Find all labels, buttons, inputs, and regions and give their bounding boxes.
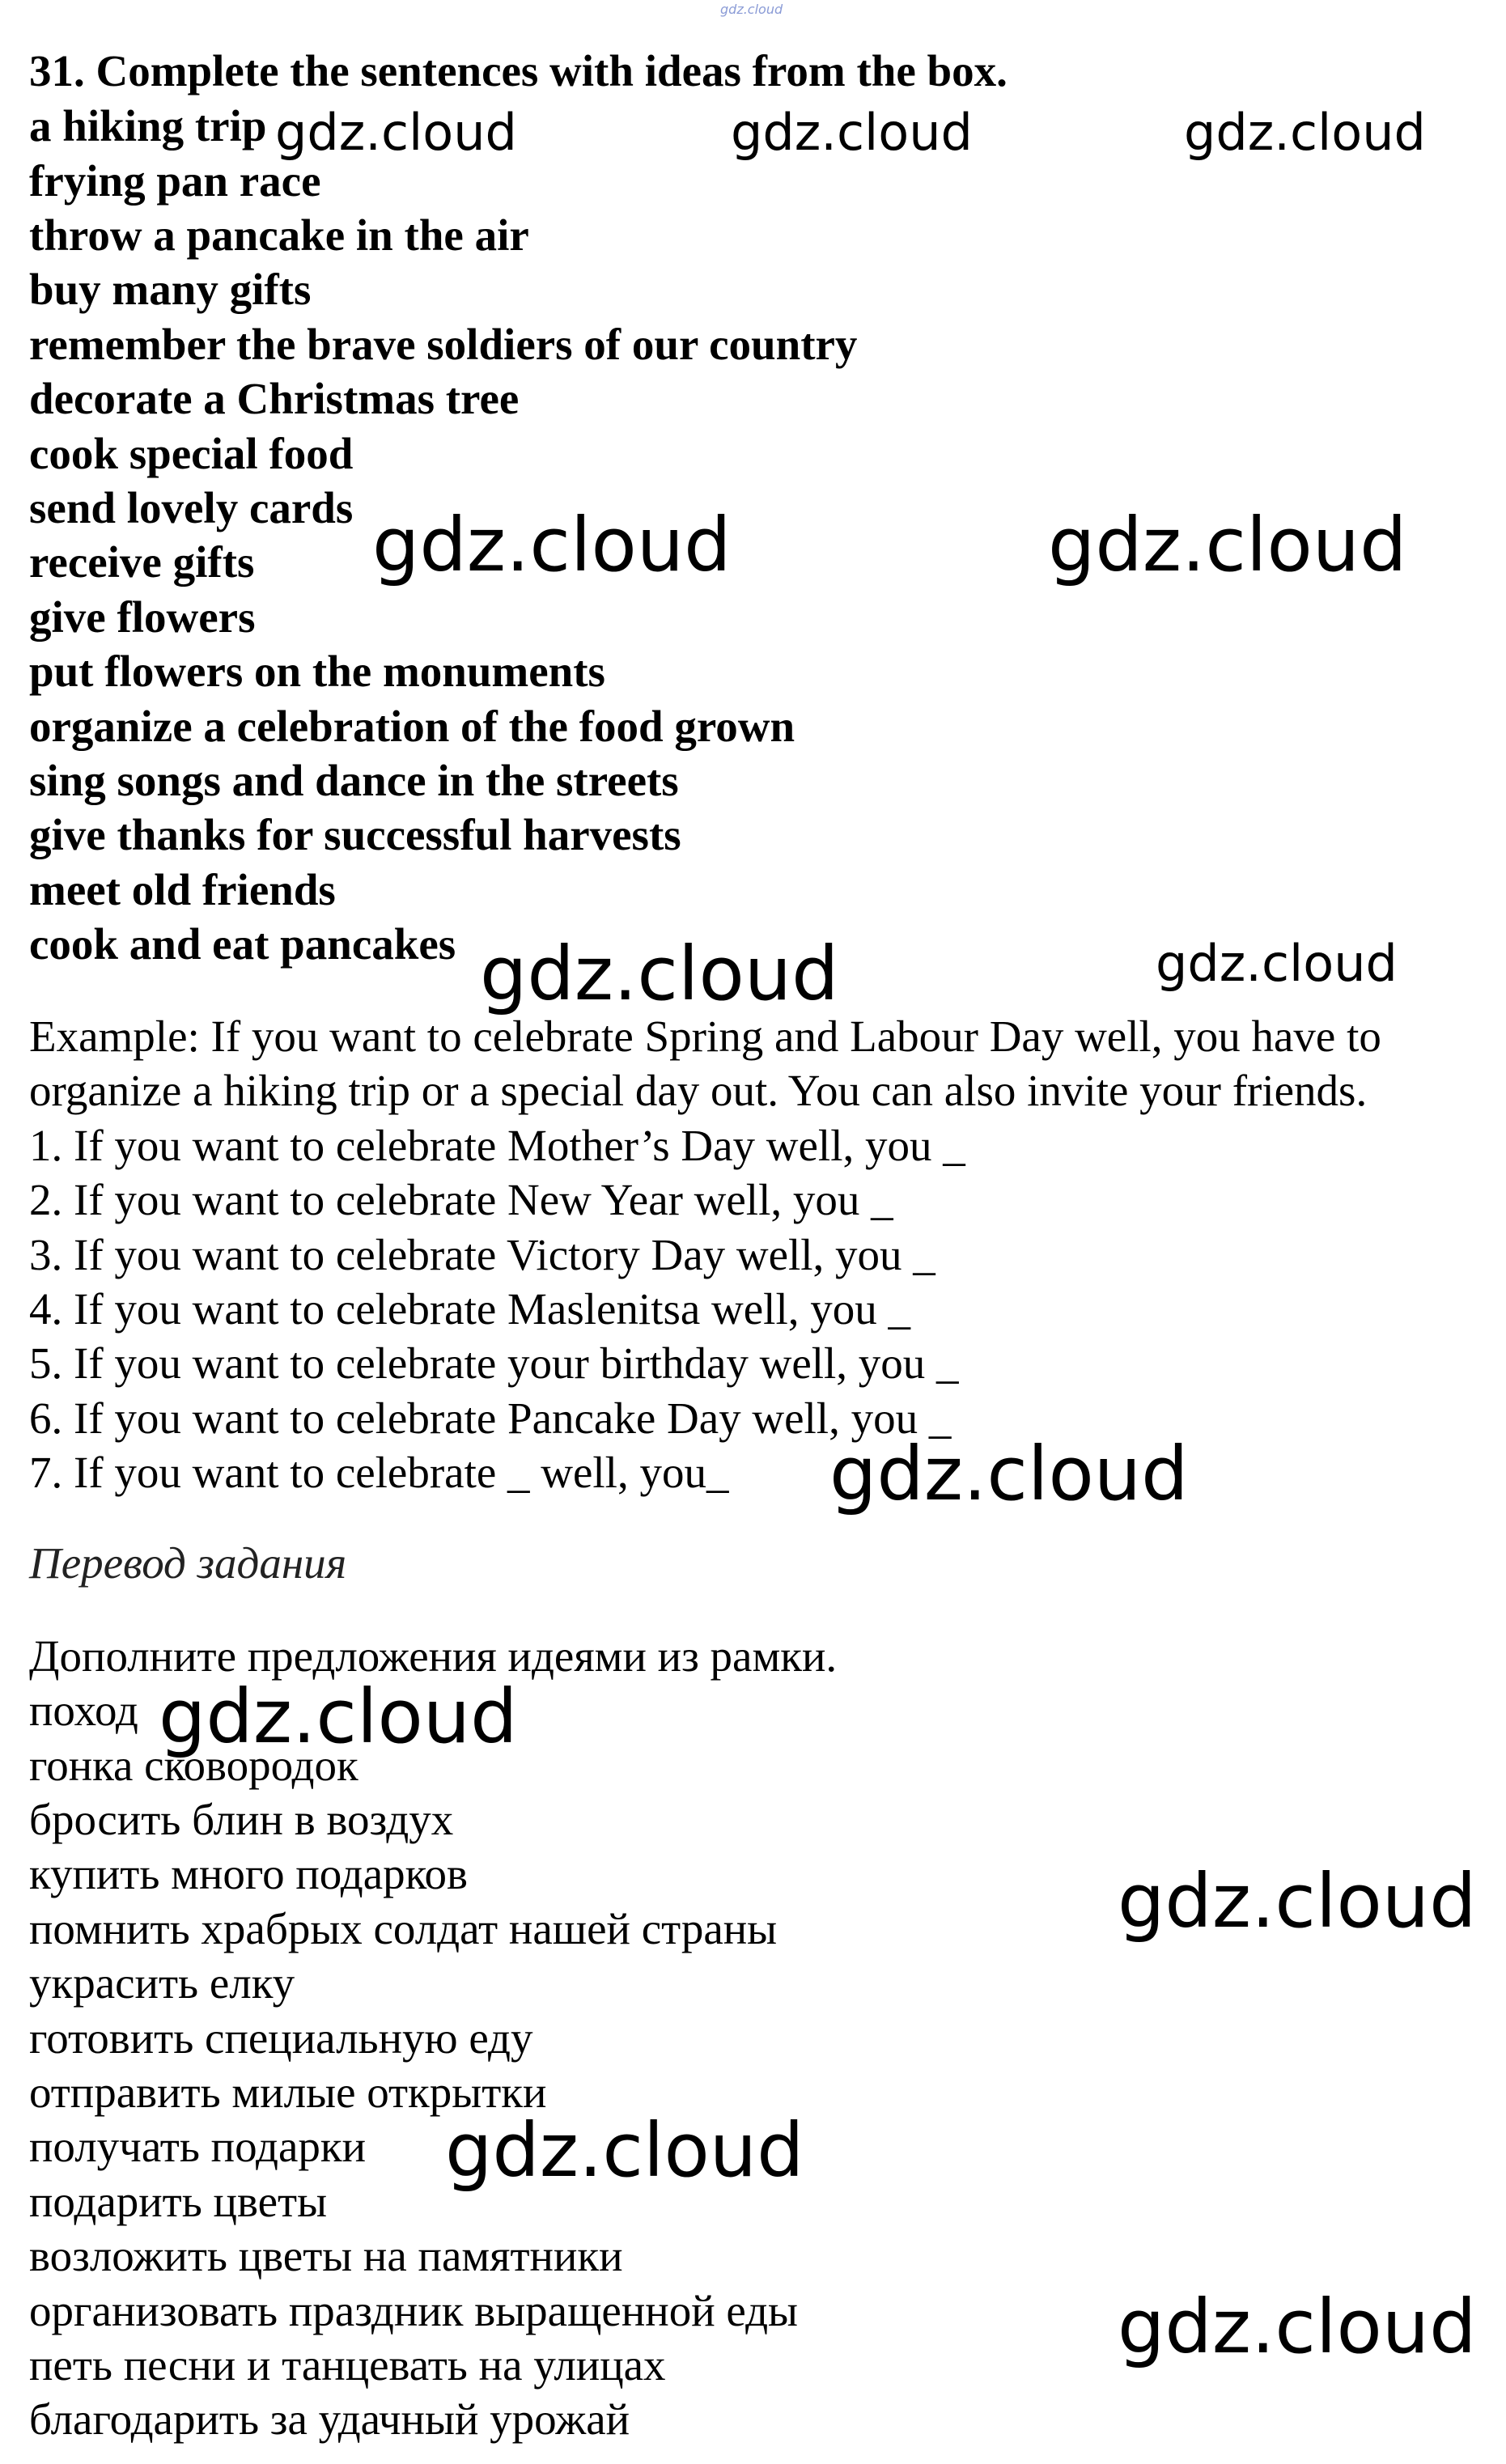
translation-item: украсить елку xyxy=(29,1958,295,2008)
watermark: gdz.cloud xyxy=(372,502,732,588)
sentence-item: 6. If you want to celebrate Pancake Day well, you _ xyxy=(29,1393,952,1443)
box-item: remember the brave soldiers of our country xyxy=(29,320,858,369)
watermark: gdz.cloud xyxy=(1156,934,1398,993)
sentence-item: 2. If you want to celebrate New Year well, you _ xyxy=(29,1175,893,1224)
translation-item: подарить цветы xyxy=(29,2177,328,2226)
translation-heading: Перевод задания xyxy=(29,1538,347,1588)
translation-instruction: Дополните предложения идеями из рамки. xyxy=(29,1631,838,1681)
watermark: gdz.cloud xyxy=(159,1673,518,1760)
box-item: receive gifts xyxy=(29,537,255,587)
watermark: gdz.cloud xyxy=(829,1431,1189,1517)
translation-item: готовить специальную еду xyxy=(29,2013,533,2063)
translation-item: помнить храбрых солдат нашей страны xyxy=(29,1904,778,1953)
translation-item: гонка сковородок xyxy=(29,1741,358,1790)
watermark: gdz.cloud xyxy=(1184,103,1426,162)
box-item: meet old friends xyxy=(29,865,336,914)
translation-item: поход xyxy=(29,1686,138,1735)
sentence-item: 5. If you want to celebrate your birthday well, you _ xyxy=(29,1338,959,1388)
sentence-item: 3. If you want to celebrate Victory Day well, you _ xyxy=(29,1230,935,1279)
box-item: buy many gifts xyxy=(29,265,312,314)
translation-item: бросить блин в воздух xyxy=(29,1795,454,1844)
task-title: 31. Complete the sentences with ideas from the box. xyxy=(29,46,1008,95)
example-line: organize a hiking trip or a special day out. You can also invite your friends. xyxy=(29,1066,1368,1115)
translation-item: получать подарки xyxy=(29,2122,367,2171)
watermark: gdz.cloud xyxy=(1048,502,1407,588)
watermark: gdz.cloud xyxy=(445,2107,804,2194)
watermark: gdz.cloud xyxy=(1118,1858,1477,1944)
watermark: gdz.cloud xyxy=(1118,2284,1477,2370)
box-item: frying pan race xyxy=(29,156,321,206)
watermark: gdz.cloud xyxy=(731,103,973,162)
box-item: cook special food xyxy=(29,429,354,478)
sentence-item: 7. If you want to celebrate _ well, you_ xyxy=(29,1448,729,1497)
box-item: give thanks for successful harvests xyxy=(29,810,681,859)
box-item: organize a celebration of the food grown xyxy=(29,702,795,751)
watermark: gdz.cloud xyxy=(480,931,839,1017)
translation-item: петь песни и танцевать на улицах xyxy=(29,2340,666,2390)
box-item: put flowers on the monuments xyxy=(29,647,605,696)
box-item: sing songs and dance in the streets xyxy=(29,756,679,805)
box-item: cook and eat pancakes xyxy=(29,919,456,969)
translation-item: организовать праздник выращенной еды xyxy=(29,2286,799,2335)
box-item: give flowers xyxy=(29,592,256,642)
sentence-item: 4. If you want to celebrate Maslenitsa well, you _ xyxy=(29,1284,910,1334)
translation-item: купить много подарков xyxy=(29,1849,468,1898)
box-item: a hiking trip xyxy=(29,101,267,151)
translation-item: возложить цветы на памятники xyxy=(29,2231,623,2280)
translation-item: отправить милые открытки xyxy=(29,2067,547,2117)
sentence-item: 1. If you want to celebrate Mother’s Day well, you _ xyxy=(29,1121,965,1170)
box-item: decorate a Christmas tree xyxy=(29,374,520,423)
top-watermark: gdz.cloud xyxy=(720,2,783,17)
translation-item: благодарить за удачный урожай xyxy=(29,2394,630,2444)
box-item: throw a pancake in the air xyxy=(29,210,529,260)
example-line: Example: If you want to celebrate Spring and Labour Day well, you have to xyxy=(29,1011,1381,1061)
watermark: gdz.cloud xyxy=(275,103,517,162)
box-item: send lovely cards xyxy=(29,483,354,532)
